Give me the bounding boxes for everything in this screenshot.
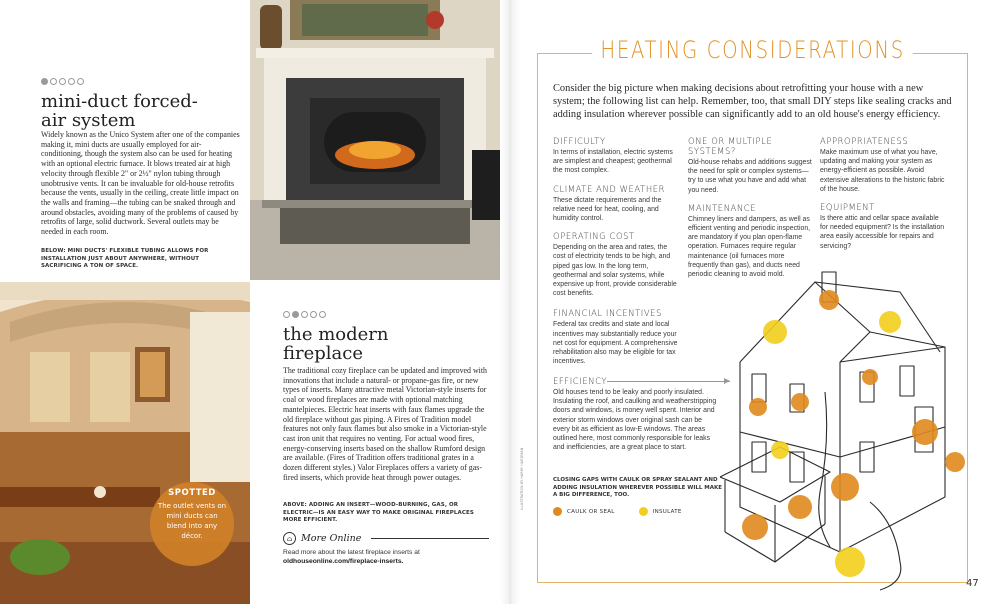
item-difficulty xyxy=(553,136,679,176)
page-gutter xyxy=(500,0,520,604)
legend xyxy=(553,507,682,516)
dot xyxy=(319,311,326,318)
section-dots xyxy=(283,311,326,318)
house-illustration xyxy=(720,262,965,592)
caption-text: MINI DUCTS' FLEXIBLE TUBING ALLOWS FOR INSTALLATION JUST ABOUT ANYWHERE, WITHOUT SACRIFICING A TON OF SPACE. xyxy=(41,248,209,269)
item-title: OPERATING COST xyxy=(553,231,635,242)
more-online-label: More Online xyxy=(301,533,362,544)
intro-text: Consider the big picture when making decisions about retrofitting your house with a new system; the following list can help. Remember, too, that small DIY steps like sealing cracks and adding insulation wherever possible can significantly add to an old house's energy efficiency. xyxy=(553,83,952,120)
spotted-title: SPOTTED xyxy=(168,488,216,498)
item-title: DIFFICULTY xyxy=(553,136,606,146)
efficiency-text: Old houses tend to be leaky and poorly insulated. Insulating the roof, and caulking and weatherstripping doors and windows, is money well spent. Interior and exterior storm windows over original sash can be every bit as efficient as low-E windows. The areas outlined here, most commonly responsible for leaks and inefficiencies, are a great place to start. xyxy=(553,389,717,452)
more-online-box xyxy=(283,532,488,565)
column-3 xyxy=(820,136,946,259)
dot xyxy=(77,78,84,85)
item-text: Make maximum use of what you have, updating and making your system as energy-efficient as possible. Avoid extensive alterations to the historic fabric of the house. xyxy=(820,149,945,193)
forced-air-title: mini-duct forced-air system xyxy=(41,91,198,131)
efficiency-title: EFFICIENCY xyxy=(553,376,608,386)
legend-label: CAULK OR SEAL xyxy=(567,508,615,515)
dot xyxy=(283,311,290,318)
item-systems xyxy=(688,136,814,195)
item-title: CLIMATE AND WEATHER xyxy=(553,183,666,194)
item-text: These dictate requirements and the relative need for heat, cooling, and humidity control. xyxy=(553,196,662,223)
fireplace-caption xyxy=(283,502,483,525)
forced-air-caption xyxy=(41,248,241,271)
dot xyxy=(310,311,317,318)
dot-active xyxy=(292,311,299,318)
caption-text: ADDING AN INSERT—WOOD-BURNING, GAS, OR ELECTRIC—IS AN EASY WAY TO MAKE ORIGINAL FIREPLACES MORE EFFICIENT. xyxy=(283,502,474,523)
section-dots xyxy=(41,78,84,85)
pointer-line xyxy=(607,381,730,382)
forced-air-body: Widely known as the Unico System after one of the companies making it, mini ducts are usually employed for air-conditioning, though the system also can be used for heating with an optional electric furnace. It blows treated air at high velocity through flexible 2" or 2½" nylon tubing through unobtrusive vents. It can be invaluable for old-house retrofits because the vents, usually in the ceiling, create little impact on the walls and framing—the tubing can be snaked through and around obstacles, avoiding many of the problems of caused by retrofits of large, solid ductwork. Several outlets may be needed in each room. xyxy=(41,130,240,237)
item-financial xyxy=(553,308,679,366)
caption-label: ABOVE: xyxy=(283,502,307,508)
item-text: Is there attic and cellar space available for needed equipment? Is the installation area easily accessible for repairs and servicing? xyxy=(820,215,945,250)
dot xyxy=(59,78,66,85)
illustration-credit: ILLUSTRATION BY HARRY HARDMAN xyxy=(520,447,524,510)
item-text: In terms of installation, electric systems are simplest and cheapest; geothermal the most complex. xyxy=(553,149,673,175)
fireplace-illustration xyxy=(250,0,500,280)
legend-label: INSULATE xyxy=(652,508,682,515)
more-online-desc: Read more about the latest fireplace inserts at xyxy=(283,549,420,556)
house-icon: ⌂ xyxy=(283,532,296,545)
item-climate xyxy=(553,184,679,224)
more-online-link[interactable]: oldhouseonline.com/fireplace-inserts. xyxy=(283,558,404,565)
item-text: Depending on the area and rates, the cost of electricity tends to be high, and piped gas low. In the long term, geothermal and solar systems, while expensive up front, provide considerable cost benefits. xyxy=(553,244,677,298)
fireplace-photo xyxy=(250,0,500,280)
divider xyxy=(371,538,489,539)
item-appropriateness xyxy=(820,136,946,194)
item-title: MAINTENANCE xyxy=(688,202,757,213)
dot xyxy=(50,78,57,85)
legend-insulate xyxy=(639,507,682,516)
caulk-swatch xyxy=(553,507,562,516)
item-title: APPROPRIATENESS xyxy=(820,136,909,146)
fireplace-title: the modern fireplace xyxy=(283,324,389,364)
spotted-text: The outlet vents on mini ducts can blend into any décor. xyxy=(157,502,227,540)
item-text: Old-house rehabs and additions suggest the need for split or complex systems—try to use what you have and add what you need. xyxy=(688,159,812,194)
dot xyxy=(68,78,75,85)
gap-caption: CLOSING GAPS WITH CAULK OR SPRAY SEALANT AND ADDING INSULATION WHEREVER POSSIBLE WILL MAKE A BIG DIFFERENCE, TOO. xyxy=(553,477,723,498)
item-title: EQUIPMENT xyxy=(820,202,875,213)
column-1 xyxy=(553,136,679,374)
dot-active xyxy=(41,78,48,85)
dot xyxy=(301,311,308,318)
item-title: FINANCIAL INCENTIVES xyxy=(553,308,662,319)
item-operating-cost xyxy=(553,231,679,298)
room-photo xyxy=(0,282,250,604)
heading-wrap xyxy=(537,36,968,64)
item-equipment xyxy=(820,202,946,251)
legend-caulk xyxy=(553,507,615,516)
item-text: Federal tax credits and state and local incentives may substantially reduce your net cost for equipment. A comprehensive rehabilitation also may be eligible for tax incentives. xyxy=(553,321,678,366)
item-text: Chimney liners and dampers, as well as efficient venting and periodic inspection, are mandatory if you plan open-flame operation. Furnaces require regular maintenance (oil furnaces more frequently than gas), and ducts need periodic cleaning to avoid mold. xyxy=(688,215,811,279)
insulate-swatch xyxy=(639,507,648,516)
spotted-badge xyxy=(150,482,234,566)
page-number: 47 xyxy=(966,578,979,589)
fireplace-body: The traditional cozy fireplace can be updated and improved with innovations that include a natural- or propane-gas fire, or new types of inserts. Many attractive metal Victorian-style inserts for coal or wood fireplaces are made with optional matching mantelpieces. Electric heat inserts with faux flames upgrade the old fireplace without gas piping. A Fires of Tradition model features not only faux flames but also smoke in a Victorian-style cast iron unit that requires no venting. For actual wood fires, energy-conserving inserts based on the shallow Rumford design are available. (Fires of Tradition offers traditional grates in a dozen different styles.) Valor Fireplaces offers a variety of gas-fired inserts, which provide heat through power outages. xyxy=(283,366,487,482)
efficiency-block xyxy=(553,376,718,460)
page-heading: HEATING CONSIDERATIONS xyxy=(592,36,913,64)
caption-label: BELOW: xyxy=(41,248,66,254)
item-title: ONE OR MULTIPLE SYSTEMS? xyxy=(688,136,773,156)
